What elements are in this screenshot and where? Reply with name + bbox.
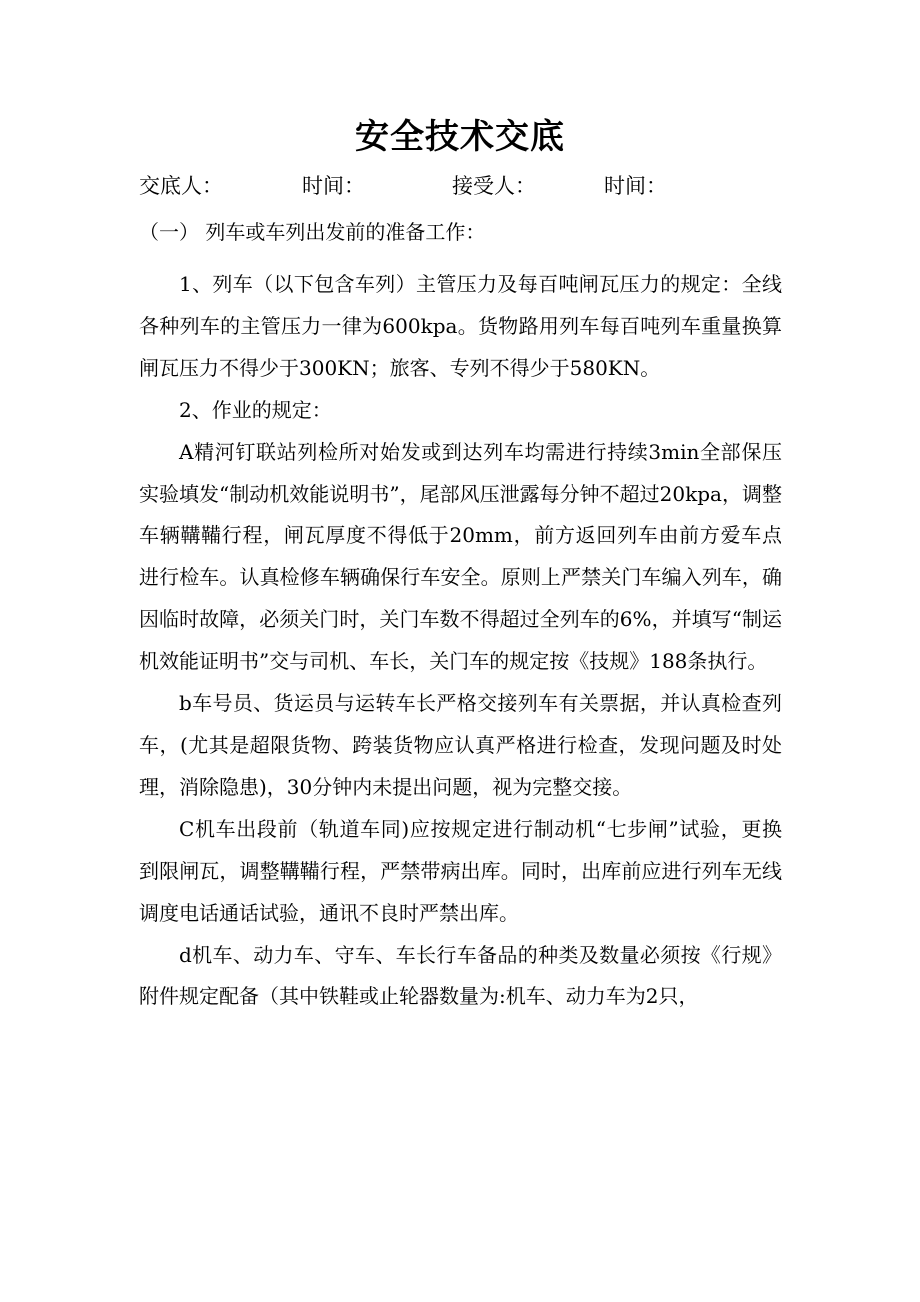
paragraph-item-b: b车号员、货运员与运转车长严格交接列车有关票据，并认真检查列车，(尤其是超限货物、跨装货物应认真严格进行检查，发现问题及时处理，消除隐患)，30分钟内未提出问题，视为完整交接。 [139,691,782,799]
receiver-label: 接受人： [452,174,536,198]
paragraph-operation-rules: 2、作业的规定： [179,397,332,422]
document-title: 安全技术交底 [355,117,565,157]
paragraph-pressure-rules: 1、列车（以下包含车列）主管压力及每百吨闸瓦压力的规定：全线各种列车的主管压力一律为600kpa。货物路用列车每百吨列车重量换算闸瓦压力不得少于300KN；旅客、专列不得少于580KN。 [139,272,782,380]
time-label-1: 时间： [302,174,365,198]
paragraph-item-d: d机车、动力车、守车、车长行车备品的种类及数量必须按《行规》附件规定配备（其中铁鞋或止轮器数量为:机车、动力车为2只， [139,942,782,1009]
section-heading: （一） 列车或车列出发前的准备工作： [139,220,486,244]
document-body [139,264,782,1018]
paragraph-item-a: A精河钉联站列检所对始发或到达列车均需进行持续3min全部保压实验填发“制动机效能说明书”，尾部风压泄露每分钟不超过20kpa，调整车辆鞲鞴行程，闸瓦厚度不得低于20mm，前方返回列车由前方爱车点进行检车。认真检修车辆确保行车安全。原则上严禁关门车编入列车，确因临时故障，必须关门时，关门车数不得超过全列车的6%，并填写“制运机效能证明书”交与司机、车长，关门车的规定按《技规》188条执行。 [139,439,782,674]
handover-person-label: 交底人： [139,174,223,198]
signature-line [139,168,799,204]
time-label-2: 时间： [604,174,667,198]
paragraph-item-c: C机车出段前（轨道车同)应按规定进行制动机“七步闸”试验，更换到限闸瓦，调整鞲鞴行程，严禁带病出库。同时，出库前应进行列车无线调度电话通话试验，通讯不良时严禁出库。 [139,816,782,925]
